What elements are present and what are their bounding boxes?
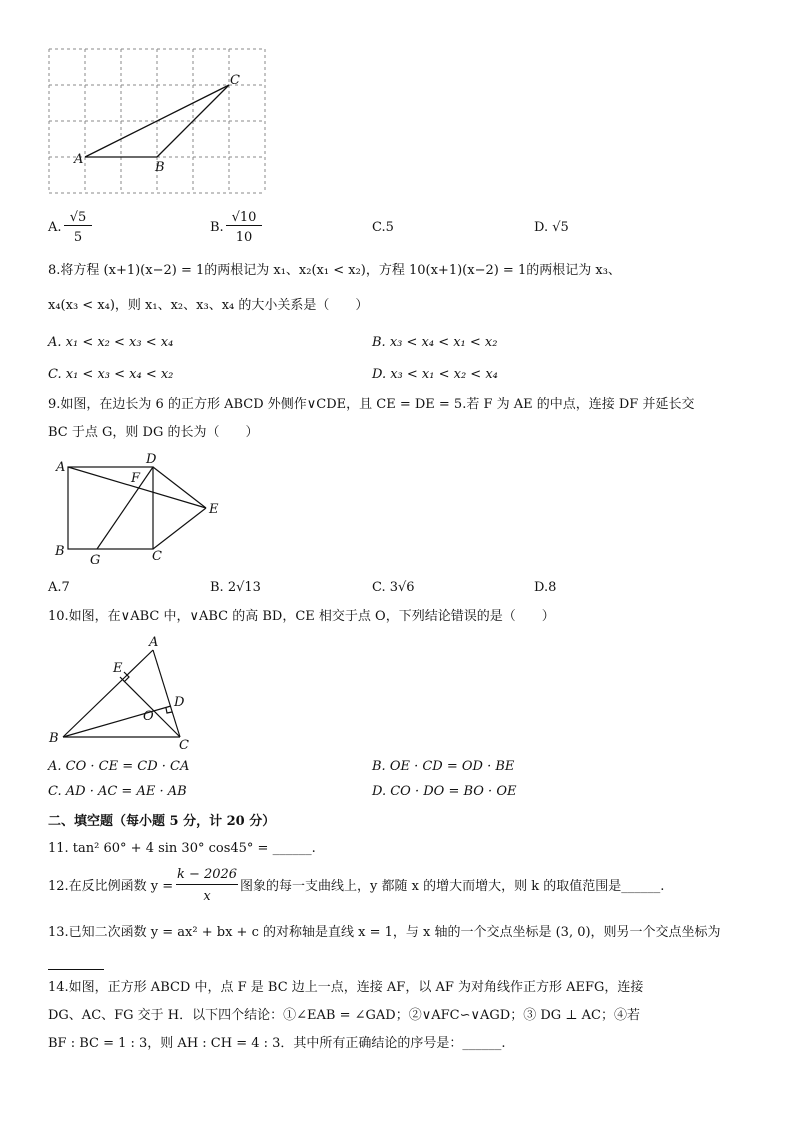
q13-text: 13.已知二次函数 y = ax² + bx + c 的对称轴是直线 x = 1，与 x 轴的一个交点坐标是 (3, 0)，则另一个交点坐标为 — [48, 925, 721, 940]
label-a: A — [74, 152, 84, 167]
q14-line1: 14.如图，正方形 ABCD 中，点 F 是 BC 边上一点，连接 AF，以 AF 为对角线作正方形 AEFG，连接 — [48, 980, 644, 995]
q9-label-g: G — [90, 553, 101, 568]
q13-answer-blank — [48, 969, 104, 970]
q12-fraction-num: k − 2026 — [176, 866, 238, 885]
q8-option-b: B. x₃ < x₄ < x₁ < x₂ — [372, 335, 498, 350]
q7-option-c: C.5 — [372, 220, 394, 235]
q10-label-b: B — [49, 731, 59, 746]
q9-stem-line2: BC 于点 G，则 DG 的长为（ ） — [48, 425, 259, 440]
q7-option-a-num: √5 — [64, 210, 92, 226]
q12-fraction-den: x — [203, 889, 211, 904]
q12-prefix: 12.在反比例函数 y = — [48, 879, 174, 894]
q9-label-a: A — [56, 460, 66, 475]
q7-option-b-den: 10 — [235, 230, 253, 245]
q9-option-c: C. 3√6 — [372, 580, 415, 595]
q10-label-a: A — [149, 635, 159, 650]
q10-option-a: A. CO · CE = CD · CA — [48, 759, 190, 774]
q10-option-d: D. CO · DO = BO · OE — [372, 784, 517, 799]
q10-label-d: D — [174, 695, 185, 710]
q9-option-d: D.8 — [534, 580, 557, 595]
q10-option-c: C. AD · AC = AE · AB — [48, 784, 187, 799]
q10-label-o: O — [143, 709, 154, 724]
section-2-title: 二、填空题（每小题 5 分，计 20 分） — [48, 814, 276, 829]
q7-option-a-letter: A. — [48, 220, 62, 235]
q9-label-e: E — [209, 502, 219, 517]
q9-label-c: C — [152, 549, 162, 564]
q9-option-b: B. 2√13 — [210, 580, 261, 595]
q9-option-a: A.7 — [48, 580, 70, 595]
square-abcd-figure — [48, 448, 238, 570]
q10-stem: 10.如图，在∨ABC 中，∨ABC 的高 BD，CE 相交于点 O，下列结论错误的是（ ） — [48, 609, 555, 624]
q7-option-a-den: 5 — [73, 230, 83, 245]
q10-label-e: E — [113, 661, 123, 676]
label-b: B — [155, 160, 165, 175]
q8-option-c: C. x₁ < x₃ < x₄ < x₂ — [48, 367, 174, 382]
q10-label-c: C — [179, 738, 189, 752]
q8-stem-line2: x₄(x₃ < x₄)，则 x₁、x₂、x₃、x₄ 的大小关系是（ ） — [48, 298, 369, 313]
q9-label-f: F — [131, 471, 141, 486]
q9-label-d: D — [146, 452, 157, 467]
q7-option-b-letter: B. — [210, 220, 224, 235]
q10-option-b: B. OE · CD = OD · BE — [372, 759, 515, 774]
q9-label-b: B — [55, 544, 65, 559]
label-c: C — [230, 73, 240, 88]
q14-line3: BF : BC = 1 : 3，则 AH : CH = 4 : 3．其中所有正确结论的序号是：______. — [48, 1036, 506, 1051]
q12-suffix: 图象的每一支曲线上，y 都随 x 的增大而增大，则 k 的取值范围是______. — [240, 879, 665, 894]
grid-triangle-figure — [40, 42, 280, 202]
q9-stem-line1: 9.如图，在边长为 6 的正方形 ABCD 外侧作∨CDE，且 CE = DE = 5.若 F 为 AE 的中点，连接 DF 并延长交 — [48, 397, 695, 412]
q14-line2: DG、AC、FG 交于 H．以下四个结论：①∠EAB = ∠GAD；②∨AFC∽∨AGD；③ DG ⊥ AC；④若 — [48, 1008, 640, 1023]
triangle-abc-heights-figure — [44, 630, 204, 752]
q8-option-d: D. x₃ < x₁ < x₂ < x₄ — [372, 367, 498, 382]
q8-option-a: A. x₁ < x₂ < x₃ < x₄ — [48, 335, 174, 350]
q11-text: 11. tan² 60° + 4 sin 30° cos45° = ______. — [48, 841, 316, 856]
q7-option-d: D. √5 — [534, 220, 569, 235]
q7-option-b-num: √10 — [226, 210, 262, 226]
q8-stem-line1: 8.将方程 (x+1)(x−2) = 1的两根记为 x₁、x₂(x₁ < x₂)，方程 10(x+1)(x−2) = 1的两根记为 x₃、 — [48, 263, 621, 278]
